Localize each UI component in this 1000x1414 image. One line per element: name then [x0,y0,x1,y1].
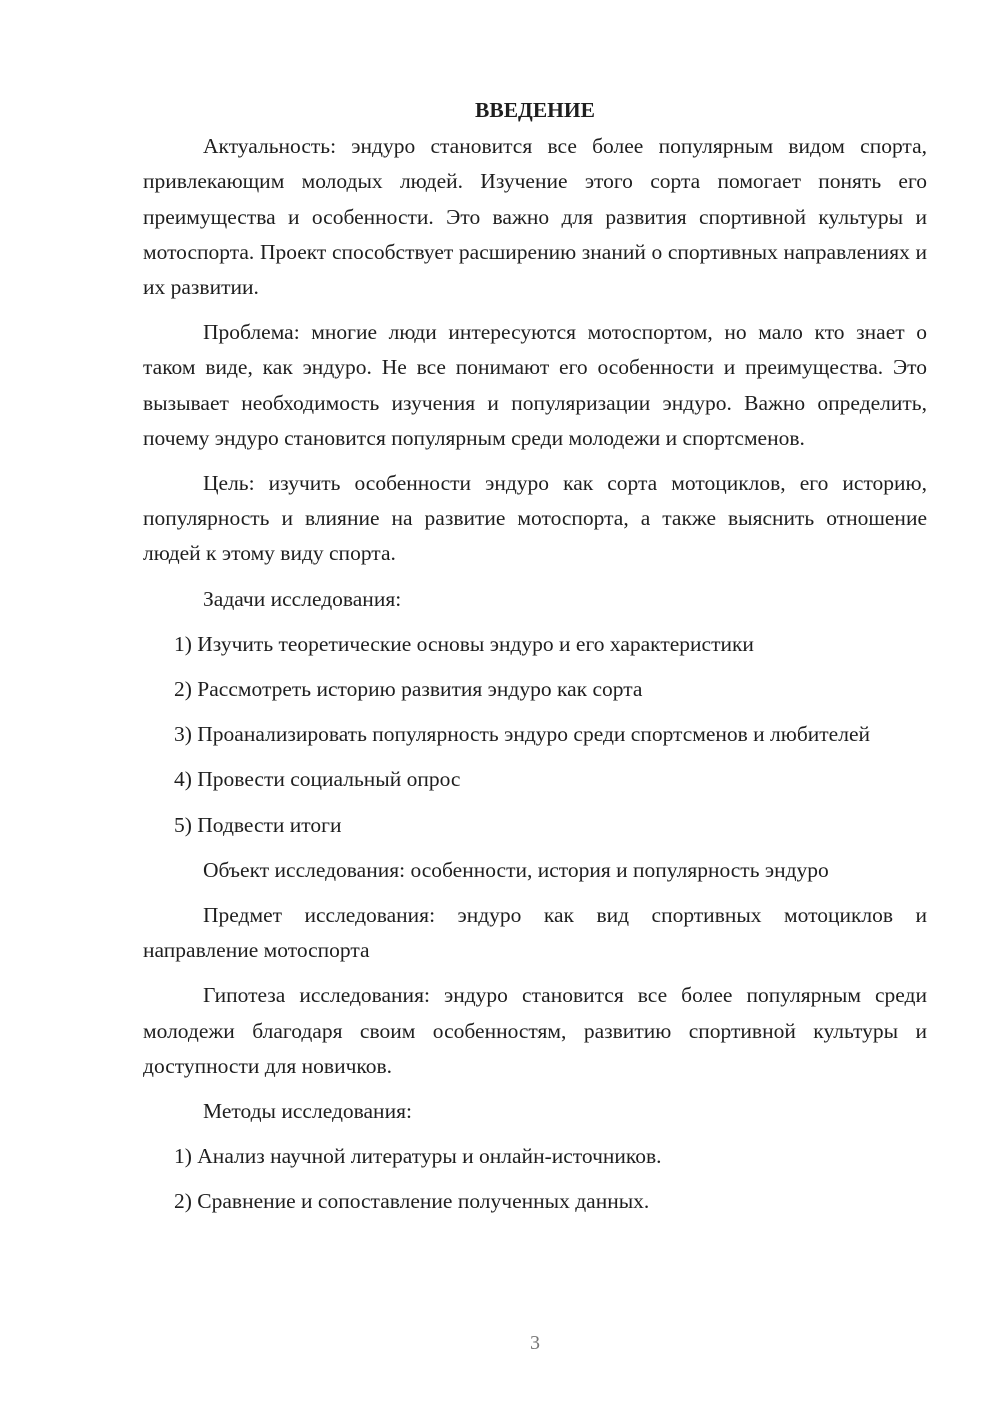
task-item-3: 3) Проанализировать популярность эндуро среди спортсменов и любителей [174,722,870,747]
document-body [143,93,927,1230]
subject-paragraph: Предмет исследования: эндуро как вид спортивных мотоциклов и направление мотоспорта [143,903,927,963]
goal-paragraph: Цель: изучить особенности эндуро как сорта мотоциклов, его историю, популярность и влияние на развитие мотоспорта, а также выяснить отношение людей к этому виду спорта. [143,471,927,566]
task-item-4: 4) Провести социальный опрос [174,767,461,792]
methods-heading: Методы исследования: [203,1099,412,1124]
section-title: ВВЕДЕНИЕ [475,98,595,122]
task-item-1: 1) Изучить теоретические основы эндуро и его характеристики [174,631,754,656]
task-item-2: 2) Рассмотреть историю развития эндуро как сорта [174,677,643,702]
relevance-paragraph: Актуальность: эндуро становится все более популярным видом спорта, привлекающим молодых людей. Изучение этого сорта помогает понять его преимущества и особенности. Это важно для развития спортивной культуры и мотоспорта. Проект способствует расширению знаний о спортивных направлениях и их развитии. [143,134,927,300]
problem-paragraph: Проблема: многие люди интересуются мотоспортом, но мало кто знает о таком виде, как эндуро. Не все понимают его особенности и преимущества. Это вызывает необходимость изучения и популяризации эндуро. Важно определить, почему эндуро становится популярным среди молодежи и спортсменов. [143,320,927,450]
method-item-1: 1) Анализ научной литературы и онлайн-источников. [174,1144,662,1169]
method-item-2: 2) Сравнение и сопоставление полученных данных. [174,1189,650,1214]
hypothesis-paragraph: Гипотеза исследования: эндуро становится все более популярным среди молодежи благодаря своим особенностям, развитию спортивной культуры и доступности для новичков. [143,983,927,1078]
task-item-5: 5) Подвести итоги [174,812,342,837]
tasks-heading: Задачи исследования: [203,586,402,611]
page-number: 3 [530,1332,540,1354]
object-paragraph: Объект исследования: особенности, история и популярность эндуро [203,857,829,882]
